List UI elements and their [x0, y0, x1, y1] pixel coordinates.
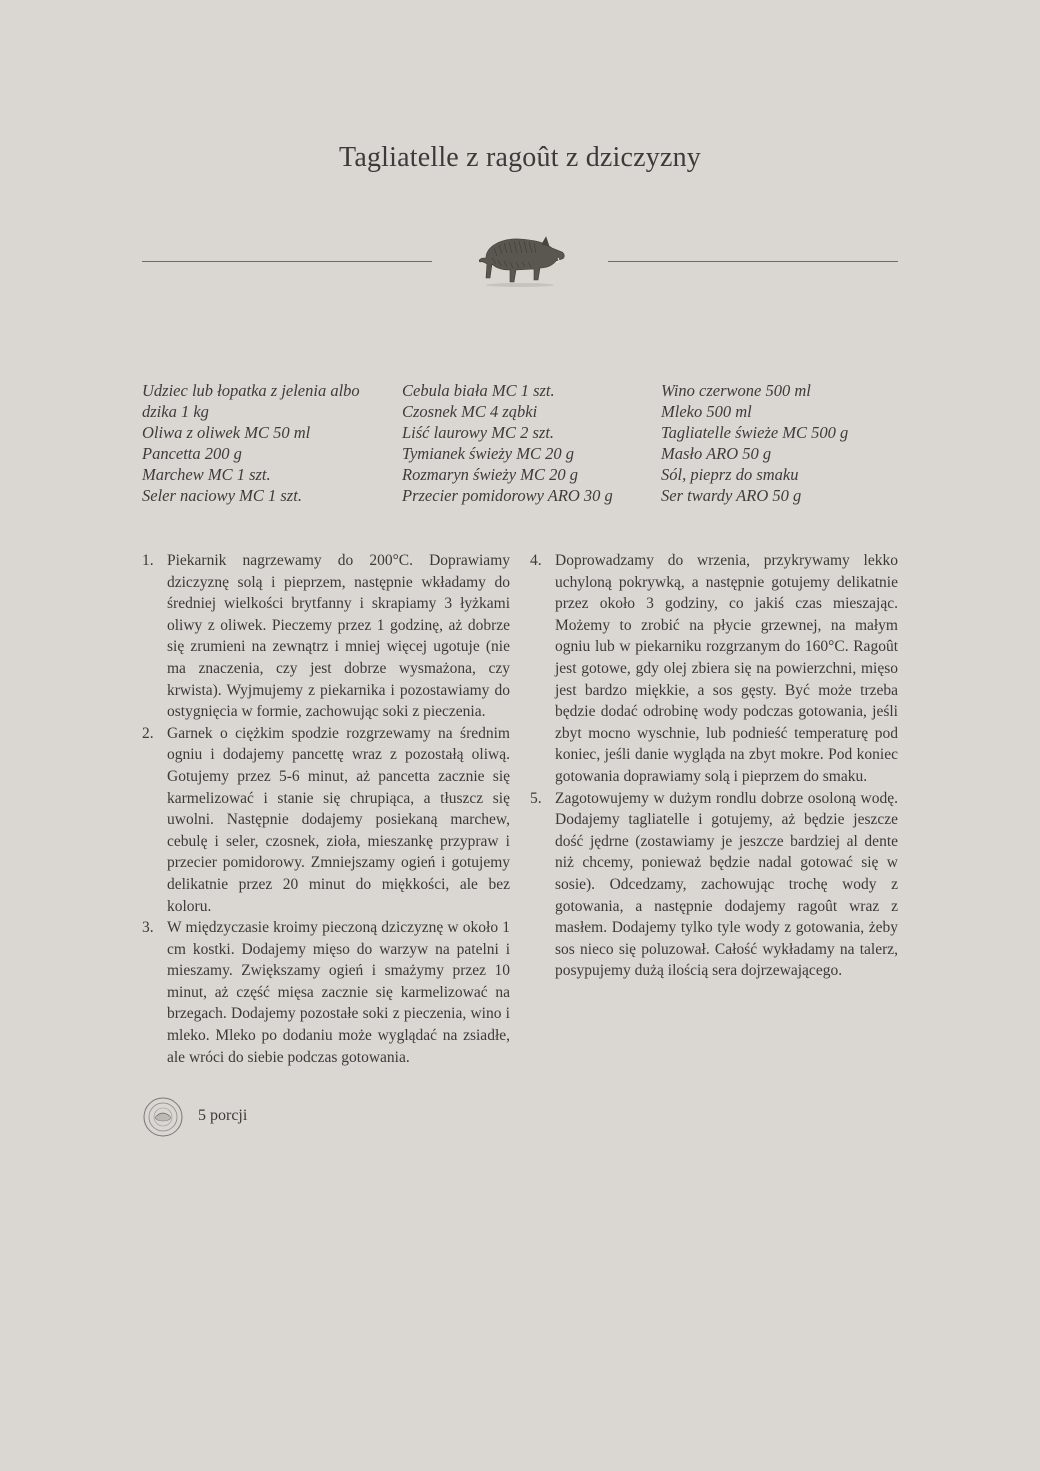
ingredients-column-3: [661, 380, 848, 506]
ingredient-item: Cebula biała MC 1 szt.: [402, 381, 555, 400]
ingredient-item: Tagliatelle świeże MC 500 g: [661, 423, 849, 442]
ingredient-item: Mleko 500 ml: [661, 402, 752, 421]
ingredient-item: Wino czerwone 500 ml: [661, 381, 811, 400]
step-text: Zagotowujemy w dużym rondlu dobrze osoloną wodę. Dodajemy tagliatelle i gotujemy, aż będzie jeszcze dość jędrne (zostawiamy je jeszcze bardziej al dente niż chcemy, ponieważ będzie nadal gotować się w sosie). Odcedzamy, zachowując trochę wody z gotowania, a następnie dodajemy ragoût wraz z masłem. Dodajemy tylko tyle wody z gotowania, żeby sos nieco się poluzował. Całość wykładamy na talerz, posypujemy dużą ilością sera dojrzewającego.: [555, 789, 898, 980]
servings-label: 5 porcji: [198, 1107, 248, 1124]
ingredient-item: Liść laurowy MC 2 szt.: [402, 423, 555, 442]
step-item: [142, 550, 510, 723]
ingredient-item: Ser twardy ARO 50 g: [661, 486, 802, 505]
steps-column-right: [530, 550, 898, 982]
ingredient-item: Rozmaryn świeży MC 20 g: [402, 465, 578, 484]
ingredients-column-1: [142, 380, 382, 506]
ingredient-item: Marchew MC 1 szt.: [142, 465, 271, 484]
ingredients-column-2: [402, 380, 613, 506]
ingredient-item: Udziec lub łopatka z jelenia albo dzika 1 kg: [142, 381, 360, 421]
step-number: 5.: [530, 789, 542, 807]
step-text: Garnek o ciężkim spodzie rozgrzewamy na średnim ogniu i dodajemy pancettę wraz z pozostałą oliwą. Gotujemy przez 5-6 minut, aż pancetta zacznie się karmelizować i stanie się chrupiąca, a tłuszcz się uwolni. Następnie dodajemy posiekaną marchew, cebulę i seler, czosnek, zioła, mieszankę przypraw i przecier pomidorowy. Zmniejszamy ogień i gotujemy delikatnie przez 20 minut do miękkości, ale bez koloru.: [167, 724, 510, 915]
ingredient-item: Oliwa z oliwek MC 50 ml: [142, 423, 311, 442]
ingredient-item: Sól, pieprz do smaku: [661, 465, 799, 484]
ingredient-item: Masło ARO 50 g: [661, 444, 772, 463]
step-text: Doprowadzamy do wrzenia, przykrywamy lekko uchyloną pokrywką, a następnie gotujemy delikatnie przez około 3 godziny, co jakiś czas mieszając. Możemy to zrobić na płycie grzewnej, na małym ogniu lub w piekarniku rozgrzanym do 160°C. Ragoût jest gotowe, gdy olej zbiera się na powierzchni, mięso jest bardzo miękkie, a sos gęsty. Być może trzeba będzie dodać odrobinę wody podczas gotowania, jeśli zbyt mocno wyschnie, lub podnieść temperaturę pod koniec, jeśli danie wygląda na zbyt mokre. Pod koniec gotowania doprawiamy solą i pieprzem do smaku.: [555, 552, 898, 785]
ingredient-item: Tymianek świeży MC 20 g: [402, 444, 575, 463]
ingredient-item: Pancetta 200 g: [142, 444, 242, 463]
ingredient-item: Seler naciowy MC 1 szt.: [142, 486, 302, 505]
step-text: W międzyczasie kroimy pieczoną dziczyznę w około 1 cm kostki. Dodajemy mięso do warzyw na patelni i mieszamy. Zwiększamy ogień i smażymy przez 10 minut, aż część mięsa zacznie się karmelizować na brzegach. Dodajemy pozostałe soki z pieczenia, wino i mleko. Mleko po dodaniu może wyglądać na zsiadłe, ale wróci do siebie podczas gotowania.: [167, 919, 510, 1066]
step-item: [142, 723, 510, 917]
ingredient-item: Czosnek MC 4 ząbki: [402, 402, 538, 421]
step-number: 4.: [530, 552, 542, 569]
ingredient-item: Przecier pomidorowy ARO 30 g: [402, 486, 613, 505]
step-text: Piekarnik nagrzewamy do 200°C. Doprawiamy dziczyznę solą i pieprzem, następnie wkładamy do średniej wielkości brytfanny i skrapiamy 3 łyżkami oliwy z oliwek. Pieczemy przez 1 godzinę, aż dobrze się zrumieni na zewnątrz i mniej więcej ugotuje (nie ma znaczenia, czy jest dobrze wysmażona, czy krwista). Wyjmujemy z piekarnika i pozostawiamy do ostygnięcia w formie, zachowując soki z pieczenia.: [167, 552, 510, 721]
divider-right: [608, 261, 898, 262]
step-item: [530, 550, 898, 788]
wild-boar-engraving-icon: [472, 228, 568, 290]
step-item: [142, 917, 510, 1068]
step-number: 2.: [142, 724, 154, 742]
step-number: 3.: [142, 919, 154, 937]
steps-column-left: [142, 550, 510, 1068]
divider-left: [142, 261, 432, 262]
plate-icon: [142, 1096, 184, 1138]
step-item: [530, 788, 898, 982]
recipe-title: Tagliatelle z ragoût z dziczyzny: [338, 142, 702, 173]
step-number: 1.: [142, 552, 154, 569]
